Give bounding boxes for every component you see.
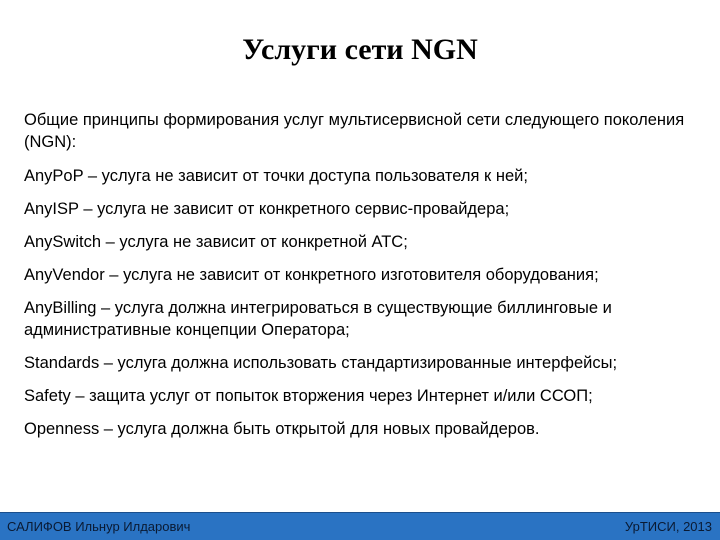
principle-anyvendor: AnyVendor – услуга не зависит от конкретного изготовителя оборудования; <box>24 266 599 284</box>
principle-anyisp: AnyISP – услуга не зависит от конкретного сервис-провайдера; <box>24 200 510 218</box>
principle-safety: Safety – защита услуг от попыток вторжения через Интернет и/или ССОП; <box>24 387 593 405</box>
principle-anyswitch: AnySwitch – услуга не зависит от конкретной АТС; <box>24 233 408 251</box>
slide-title: Услуги сети NGN <box>242 33 478 66</box>
footer-bar <box>0 512 720 540</box>
intro-text: Общие принципы формирования услуг мультисервисной сети следующего поколения (NGN): <box>24 111 685 151</box>
footer-org-year: УрТИСИ, 2013 <box>624 519 712 534</box>
principle-standards: Standards – услуга должна использовать стандартизированные интерфейсы; <box>24 354 618 372</box>
principle-anypop: AnyPoP – услуга не зависит от точки доступа пользователя к ней; <box>24 167 528 185</box>
slide-content <box>24 109 694 451</box>
principle-openness: Openness – услуга должна быть открытой для новых провайдеров. <box>24 420 540 438</box>
principle-anybilling: AnyBilling – услуга должна интегрироваться в существующие биллинговые и административные концепции Оператора; <box>24 299 612 339</box>
footer-author: САЛИФОВ Ильнур Илдарович <box>7 519 191 534</box>
